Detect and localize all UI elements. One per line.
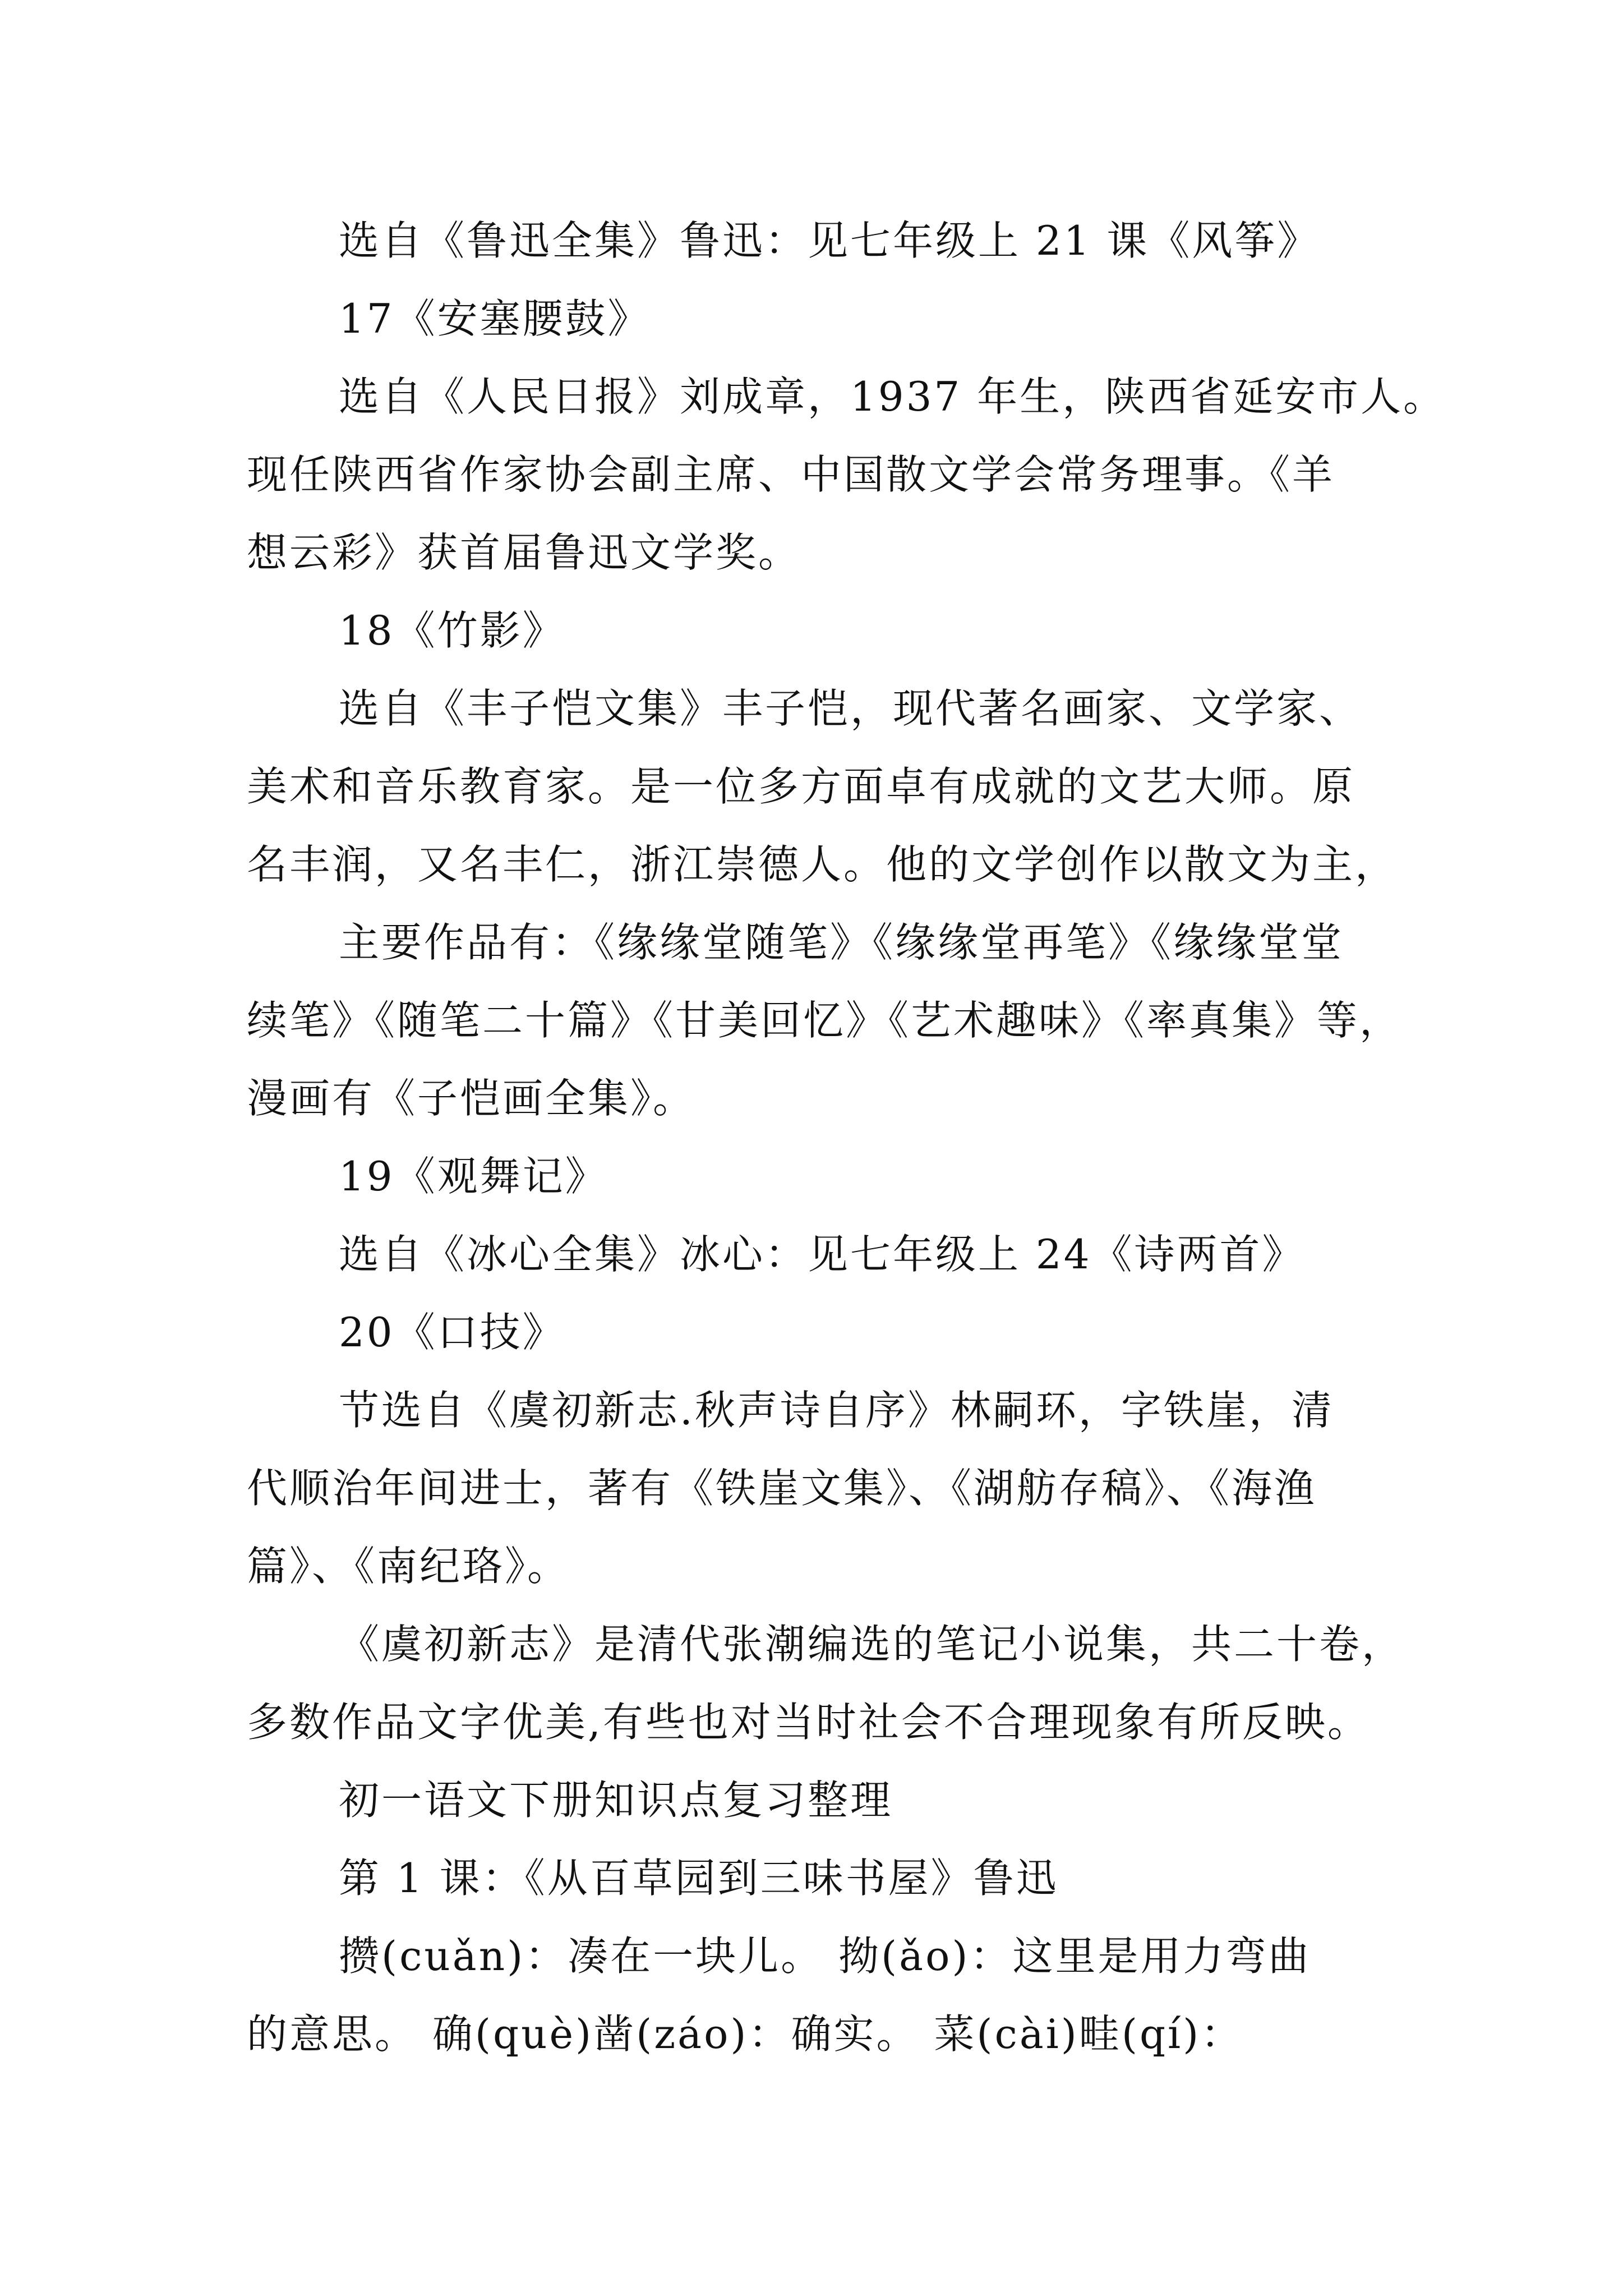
- lesson-heading: 20《口技》: [339, 1309, 565, 1356]
- text-line: 节选自《虞初新志.秋声诗自序》林嗣环，字铁崖，清: [339, 1387, 1334, 1434]
- text-line: 美术和音乐教育家。是一位多方面卓有成就的文艺大师。原: [247, 763, 1355, 810]
- text-line: 的意思。 确(què)凿(záo)：确实。 菜(cài)畦(qí)：: [247, 2010, 1244, 2058]
- text-line: 多数作品文字优美,有些也对当时社会不合理现象有所反映。: [247, 1699, 1370, 1746]
- text-line: 攒(cuǎn)：凑在一块儿。 拗(ǎo)：这里是用力弯曲: [339, 1932, 1311, 1980]
- text-line: 选自《鲁迅全集》鲁迅：见七年级上 21 课《风筝》: [339, 217, 1320, 264]
- text-line: 漫画有《子恺画全集》。: [247, 1075, 696, 1122]
- text-line: 续笔》《随笔二十篇》《甘美回忆》《艺术趣味》《率真集》等，: [247, 997, 1403, 1044]
- lesson-heading: 18《竹影》: [339, 607, 565, 654]
- text-line: 代顺治年间进士，著有《铁崖文集》、《湖舫存稿》、《海渔: [247, 1465, 1317, 1512]
- text-line: 主要作品有：《缘缘堂随笔》《缘缘堂再笔》《缘缘堂堂: [339, 919, 1344, 966]
- text-line: 《虞初新志》是清代张潮编选的笔记小说集，共二十卷，: [339, 1621, 1405, 1668]
- lesson-heading: 17《安塞腰鼓》: [339, 295, 651, 342]
- text-line: 篇》、《南纪珞》。: [247, 1543, 570, 1590]
- lesson-heading: 19《观舞记》: [339, 1153, 608, 1200]
- text-line: 现任陕西省作家协会副主席、中国散文学会常务理事。《羊: [247, 451, 1335, 498]
- text-line: 选自《人民日报》刘成章，1937 年生，陕西省延安市人。: [339, 373, 1446, 420]
- document-body: [247, 202, 1446, 2073]
- text-line: 选自《丰子恺文集》丰子恺，现代著名画家、文学家、: [339, 685, 1362, 732]
- text-line: 想云彩》获首届鲁迅文学奖。: [247, 529, 801, 576]
- text-line: 名丰润，又名丰仁，浙江崇德人。他的文学创作以散文为主，: [247, 841, 1398, 888]
- lesson-heading: 第 1 课：《从百草园到三味书屋》鲁迅: [339, 1855, 1059, 1902]
- text-line: 选自《冰心全集》冰心：见七年级上 24《诗两首》: [339, 1231, 1305, 1278]
- section-heading: 初一语文下册知识点复习整理: [339, 1777, 893, 1824]
